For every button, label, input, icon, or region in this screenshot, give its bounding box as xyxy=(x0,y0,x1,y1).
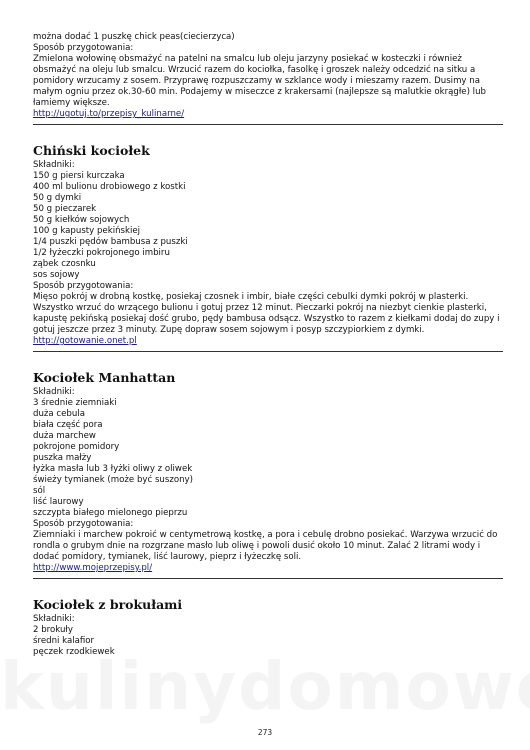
ingredients-heading: Składniki: xyxy=(33,614,75,624)
ingredient-line: łyżka masła lub 3 łyżki oliwy z oliwek xyxy=(33,464,193,474)
section-divider xyxy=(33,124,503,125)
ingredient-line: 1/4 puszki pędów bambusa z puszki xyxy=(33,237,188,247)
ingredient-line: szczypta białego mielonego pieprzu xyxy=(33,508,188,518)
text-line: można dodać 1 puszkę chick peas(ciecierzyca) xyxy=(33,32,235,42)
ingredient-line: sól xyxy=(33,486,46,496)
ingredient-line: 50 g pieczarek xyxy=(33,204,97,214)
ingredient-line: 1/2 łyżeczki pokrojonego imbiru xyxy=(33,248,170,258)
ingredient-line: ząbek czosnku xyxy=(33,259,96,269)
source-link[interactable]: http://www.mojeprzepisy.pl/ xyxy=(33,563,153,573)
ingredient-line: 50 g dymki xyxy=(33,193,82,203)
recipe-title: Chiński kociołek xyxy=(33,143,150,158)
ingredients-heading: Składniki: xyxy=(33,160,75,170)
section-divider xyxy=(33,351,503,352)
ingredient-line: duża cebula xyxy=(33,409,85,419)
ingredient-line: duża marchew xyxy=(33,431,96,441)
ingredient-line: 100 g kapusty pekińskiej xyxy=(33,226,141,236)
ingredient-line: sos sojowy xyxy=(33,270,80,280)
ingredient-line: biała część pora xyxy=(33,420,103,430)
section-divider xyxy=(33,578,503,579)
source-link[interactable]: http://ugotuj.to/przepisy_kulinarne/ xyxy=(33,109,185,119)
recipe-title: Kociołek z brokułami xyxy=(33,597,183,612)
previous-recipe-tail xyxy=(33,32,503,120)
ingredient-line: 2 brokuły xyxy=(33,625,73,635)
recipe-kociolek-z-brokulami xyxy=(33,597,503,658)
ingredient-line: 3 średnie ziemniaki xyxy=(33,398,117,408)
ingredient-line: świeży tymianek (może być suszony) xyxy=(33,475,193,485)
ingredient-line: 400 ml bulionu drobiowego z kostki xyxy=(33,182,186,192)
ingredient-line: liść laurowy xyxy=(33,497,84,507)
method-paragraph: Mięso pokrój w drobną kostkę, posiekaj czosnek i imbir, białe części cebulki dymki pokrój w plasterki. Wszystko wrzuć do wrzącego bulionu i gotuj przez 12 minut. Pieczarki pokrój na niezbyt cienkie plasterki, kapustę pekińską posiekaj dość grubo, pędy bambusa odsącz. Wszystko to razem z kiełkami dodaj do zupy i gotuj jeszcze przez 3 minuty. Zupę dopraw sosem sojowym i posyp szczypiorkiem z dymki. xyxy=(33,292,500,335)
method-heading: Sposób przygotowania: xyxy=(33,519,134,529)
recipe-title: Kociołek Manhattan xyxy=(33,370,176,385)
document-page xyxy=(33,32,503,658)
ingredients-heading: Składniki: xyxy=(33,387,75,397)
source-link[interactable]: http://gotowanie.onet.pl xyxy=(33,336,137,346)
recipe-chinski-kociolek xyxy=(33,143,503,347)
watermark-text xyxy=(0,648,530,725)
method-paragraph: Zmielona wołowinę obsmażyć na patelni na smalcu lub oleju jarzyny posiekać w kosteczki i również obsmażyć na oleju lub smalcu. Wrzucić razem do kociołka, fasolkę i groszek należy odcedzić na sitku a pomidory wrzucamy z sosem. Przyprawę rozpuszczamy w szklance wody i mieszamy razem. Dusimy na małym ogniu przez ok.30-60 min. Podajemy w miseczce z krakersami (najlepsze są malutkie okrągłe) lub łamiemy większe. xyxy=(33,54,486,108)
page-number: 273 xyxy=(257,728,273,737)
ingredient-line: 50 g kiełków sojowych xyxy=(33,215,130,225)
ingredient-line: 150 g piersi kurczaka xyxy=(33,171,125,181)
method-heading: Sposób przygotowania: xyxy=(33,43,134,53)
ingredient-line: puszka małży xyxy=(33,453,92,463)
method-paragraph: Ziemniaki i marchew pokroić w centymetrową kostkę, a pora i cebulę drobno posiekać. Warzywa wrzucić do rondla o grubym dnie na rozgrzane masło lub oliwę i powoli dusić około 10 minut. Zalać 2 litrami wody i dodać pomidory, tymianek, liść laurowy, pieprz i łyżeczkę soli. xyxy=(33,530,498,562)
method-heading: Sposób przygotowania: xyxy=(33,281,134,291)
ingredient-line: średni kalafior xyxy=(33,636,95,646)
recipe-kociolek-manhattan xyxy=(33,370,503,574)
ingredient-line: pęczek rzodkiewek xyxy=(33,647,115,657)
ingredient-line: pokrojone pomidory xyxy=(33,442,120,452)
